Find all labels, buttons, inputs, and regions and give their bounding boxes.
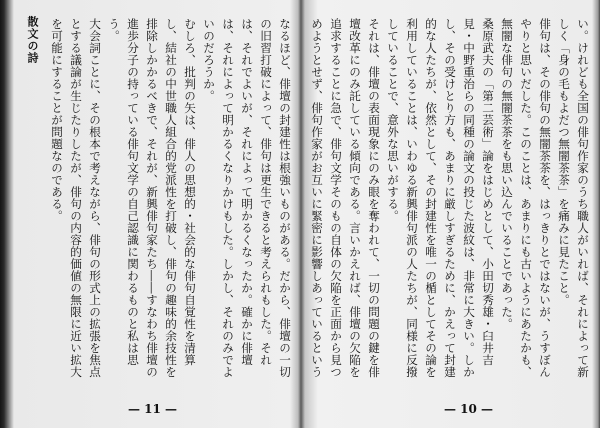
running-head: 散文の詩 [26, 16, 39, 64]
left-page-body: なるほど、俳壇の封建性は根強いものがある。だから、俳壇の一切の旧習打破によって、俳句は更生できると考えられもした。それは、それでよいが、それによって明かるくなったか。確かに俳壇は、それによって明かるくなりかけもした。しかし、それのみでよいのだろうか。 むしろ、批判の矢は、俳人の思想的・社会的な俳句自覚性を清算し、結社の中世職人組合的党派性を打破し、俳句の趣味的余技性を排除しかかるべきで、それが、新興俳句家たち――すなわち俳壇の進歩分子の持っている俳句文学の自己認識に関わるものと私は思う。 大会詞ことに、その根本で考えながら、俳句の形式上の拡張を焦点とする議論が生じたりしたが、俳句の内容的価値の無限に近い拡大を可能にすることが問題なのである。 [50, 18, 292, 378]
right-page [304, 0, 594, 428]
left-page-number: — 11 — [128, 402, 178, 416]
right-page-number: — 10 — [444, 402, 494, 416]
right-page-body: い。けれども全国の俳句作家のうち職人がいれば、それによって新しく「身の毛もよだつ無闇茶茶」を痛みに見たこと。 俳句は、その俳句の無闇茶茶を、はっきりとではないが、うすぼんやりと思いだした。このことは、あまりにも古いようにあたかも、無闇な俳句の無闇茶茶をも思い込んでいることであった。 桑原武夫の「第二芸術」論をはじめとして、小田切秀雄・臼井吉見・中野重治らの同種の論文の投じた波紋は、非常に大きい。しかし、その受けとり方も、あまりに厳しすぎるために、かえって封建的な人たちが、依然として、その封建性を唯一の楯としてその論を利用していることは、いわゆる新興俳句派の人たちが、同様に反撥していることで、意外な思いがする。 それは、俳壇の表面現象にのみ眼を奪われて、一切の問題の鍵を俳壇改革にのみ託している傾向である。言いかえれば、俳壇の欠陥を追求することに急で、俳句文学そのもの自体の欠陥を正面から見つめようとせず、俳句作家がお互いに緊密に影響しあっているという [310, 18, 590, 378]
left-page [10, 0, 298, 428]
